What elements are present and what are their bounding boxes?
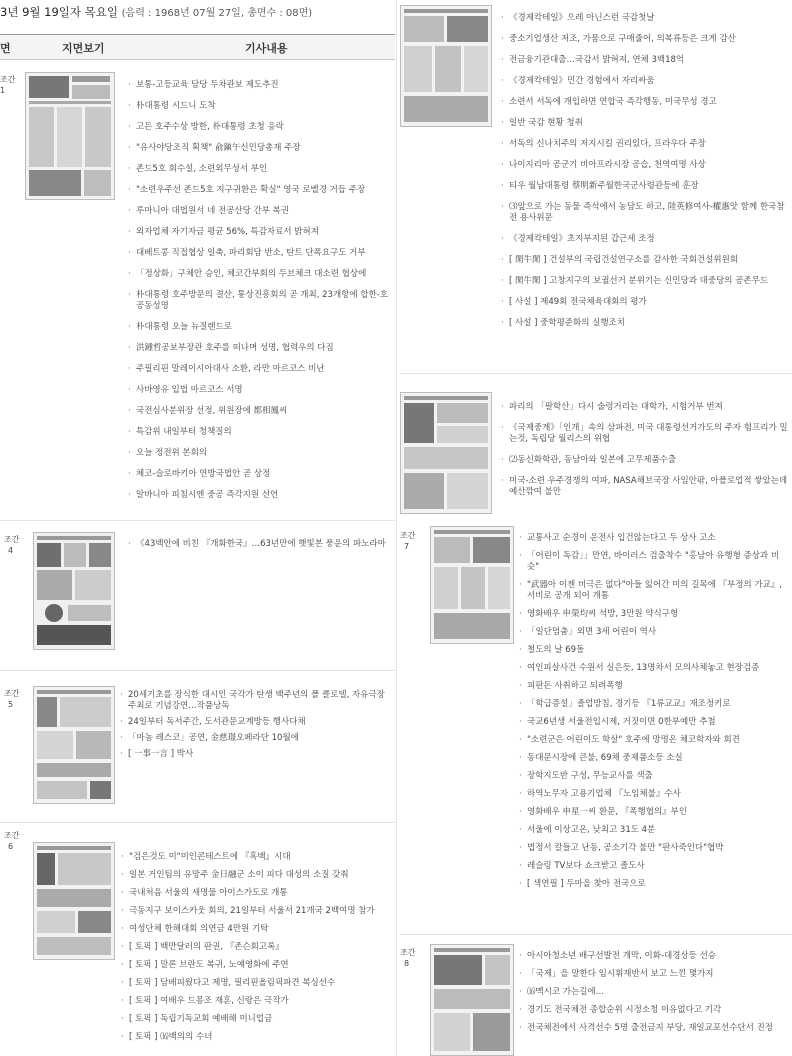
article-link[interactable]: · 소련서 서독에 개입하면 연합국 즉각행동, 미국무성 경고 — [501, 97, 789, 108]
article-link[interactable]: · 일본 거인팀의 유망주 金日融군 소이 피다 대성의 소질 갖춰 — [121, 870, 394, 881]
col-content: 기사내용 — [245, 42, 288, 55]
page-8-label — [400, 947, 415, 969]
article-link[interactable]: · 법정서 칼들고 난동, 공소기각 불만 "판사죽인다"협박 — [519, 843, 789, 854]
article-link[interactable]: · ⑵동신화학관, 동남아와 일본에 고무제품수출 — [501, 455, 789, 466]
page-1-articles — [128, 80, 394, 511]
article-link[interactable]: · [ 閑牛閑 ] 고창지구의 보궐선거 분위기는 신민당과 대중당의 공존무드 — [501, 276, 789, 287]
article-link[interactable]: · 외자업체 자기자금 평균 56%, 특감자료서 밝혀져 — [128, 227, 394, 238]
article-link[interactable]: · 국전심사분위장 선정, 위원장에 都相鳳씨 — [128, 406, 394, 417]
page-1-thumbnail[interactable] — [25, 72, 115, 200]
article-link[interactable]: · 朴대통령 오늘 뉴질랜드로 — [128, 322, 394, 333]
article-link[interactable]: · [ 토픽 ] 여배우 드몽조 재혼, 신랑은 극작가 — [121, 996, 394, 1007]
section-divider — [0, 670, 395, 671]
article-link[interactable]: · 보통-고등교육 담당 두차관보 제도추진 — [128, 80, 394, 91]
article-link[interactable]: · 「마농 레스코」공연, 金慈璟오페라단 10월에 — [120, 733, 394, 744]
article-link[interactable]: · 국교6년생 서울전입시제, 거짓이면 0한부예만 추첨 — [519, 717, 789, 728]
article-link[interactable]: · 경기도 전국체전 종합순위 시정소청 이유없다고 기각 — [519, 1005, 789, 1016]
page-5-thumbnail[interactable] — [33, 686, 115, 804]
article-link[interactable]: · [ 사설 ] 중학평준화의 실행조치 — [501, 318, 789, 329]
article-link[interactable]: · 루마니아 대법원서 네 전공산당 간부 복권 — [128, 206, 394, 217]
section-divider — [0, 520, 395, 521]
article-link[interactable]: · "武器아 이젠 비극은 없다"아들 잃어간 미의 길목에 『부정의 가교』, 서비로 공개 되어 개통 — [519, 580, 789, 602]
article-link[interactable]: · [ 색연필 ] 두마을 찾아 전국으로 — [519, 879, 789, 890]
article-link[interactable]: · 《43백안에 비친 『개화한국』…63년만에 햇빛본 풍운의 파노라마 — [128, 539, 394, 550]
page-5-articles — [120, 690, 394, 765]
article-link[interactable]: · 20세기초를 장식한 대시인 국각가 탄생 백주년의 폴 클로델, 자유극장 주최로 기념강연…작품낭독 — [120, 690, 394, 712]
issue-title — [0, 4, 312, 20]
article-link[interactable]: · 사바영유 입법 마르코스 서명 — [128, 385, 394, 396]
page-num-text: 5 — [8, 700, 14, 709]
article-link[interactable]: · "소련군은 어린이도 학살" 호주에 망명온 체코학자와 회견 — [519, 735, 789, 746]
article-link[interactable]: · 오늘 정전위 본회의 — [128, 448, 394, 459]
page-6-articles — [121, 852, 394, 1050]
article-link[interactable]: · 여인피살사건 수원서 실은듯, 13명차서 모의사체놓고 현장검증 — [519, 663, 789, 674]
issue-meta: (음력 : 1968년 07월 27일, 총면수 : 08면) — [121, 8, 313, 19]
page-3-thumbnail[interactable] — [400, 392, 492, 514]
article-link[interactable]: · 영화배우 申星一씨 환문, 『폭행협의』부인 — [519, 807, 789, 818]
article-link[interactable]: · 파리의 「팔학산」다시 술렁거리는 대학가, 시험거부 번져 — [501, 402, 789, 413]
page-label-text: 조간 — [400, 948, 416, 957]
article-link[interactable]: · 알바니아 피침시엔 중공 즉각지원 선언 — [128, 490, 394, 501]
section-divider — [400, 934, 792, 935]
article-link[interactable]: · 주필리핀 말레이시아대사 소환, 라만 마르코스 비난 — [128, 364, 394, 375]
newspaper-thumb-icon — [431, 945, 513, 1055]
newspaper-thumb-icon — [26, 73, 114, 199]
article-link[interactable]: · 「국제」을 말한다 임시휘재반서 보고 느낀 몇가지 — [519, 969, 789, 980]
article-link[interactable]: · 서독의 신나치주의 저지시킬 권리있다, 프라우다 주장 — [501, 139, 789, 150]
article-link[interactable]: · 전금융기관대출…국감서 밝혀져, 연체 3백18억 — [501, 55, 789, 66]
article-link[interactable]: · 중소기업생산 저조, 가뭄으로 구매줄어, 의복류등은 크게 감산 — [501, 34, 789, 45]
article-link[interactable]: · 국내처음 서울의 새명물 아이스가도로 개통 — [121, 888, 394, 899]
article-link[interactable]: · 24일부터 독서주간, 도서관문교계방등 행사다채 — [120, 717, 394, 728]
article-link[interactable]: · 존드5호 회수설, 소련외무성서 부인 — [128, 164, 394, 175]
article-link[interactable]: · 고든 호주수상 방한, 朴대통령 초청 응락 — [128, 122, 394, 133]
page-4-label — [4, 534, 19, 556]
newspaper-thumb-icon — [34, 687, 114, 803]
article-link[interactable]: · "검은것도 미"미인콘테스트에 『흑백』시대 — [121, 852, 394, 863]
article-link[interactable]: · 대베트콩 직접협상 일축, 파리회담 반소, 탄트 단폭요구도 거부 — [128, 248, 394, 259]
page-label-text: 조간 — [4, 535, 20, 544]
article-link[interactable]: · ⒃멕시코 가는길에… — [519, 987, 789, 998]
article-link[interactable]: · 철도의 날 69돌 — [519, 645, 789, 656]
article-link[interactable]: · 「정상화」구체안 승인, 체코간부회의 두브체크 대소련 협상에 — [128, 269, 394, 280]
article-link[interactable]: · 장학지도반 구성, 무능교사를 색출 — [519, 771, 789, 782]
article-link[interactable]: · ⑶앞으로 가는 동물 즉석에서 농담도 하고, 陸英修여사-權惠앗 함께 한국참전 용사위문 — [501, 202, 789, 224]
article-link[interactable]: · 洪鍾哲공보부장관 호주를 떠나며 성명, 협력우의 다짐 — [128, 343, 394, 354]
newspaper-thumb-icon — [401, 393, 491, 513]
article-link[interactable]: · [ 토픽 ] 말론 브란도 복귀, 노예영화에 주연 — [121, 960, 394, 971]
page-label-text: 조간 — [4, 831, 20, 840]
page-4-thumbnail[interactable] — [33, 532, 115, 650]
article-link[interactable]: · 《경제칵테일》초지부지된 갑근세 조정 — [501, 234, 789, 245]
page-num-text: 4 — [8, 546, 14, 555]
article-link[interactable]: · 서울에 이상고온, 낮최고 31도 4분 — [519, 825, 789, 836]
article-link[interactable]: · 「학급증설」졸업방침, 경기등 『1류교교』재조정키로 — [519, 699, 789, 710]
page-num-text: 1 — [0, 86, 6, 95]
page-num-text: 8 — [404, 959, 410, 968]
col-view: 지면보기 — [62, 42, 105, 55]
page-6-thumbnail[interactable] — [33, 842, 115, 960]
column-divider — [396, 0, 397, 1056]
article-link[interactable]: · [ 토픽 ] 백만달러의 판권, 『존슨회고록』 — [121, 942, 394, 953]
page-label-text: 조간 — [4, 689, 20, 698]
article-link[interactable]: · 「일단멈춤」외면 3세 어린이 역사 — [519, 627, 789, 638]
page-label-text: 조간 — [400, 531, 416, 540]
article-link[interactable]: · 《경제칵테일》으레 아닌스런 국감첫날 — [501, 13, 789, 24]
newspaper-thumb-icon — [401, 6, 491, 126]
page-2-thumbnail[interactable] — [400, 5, 492, 127]
article-link[interactable]: · 朴대통령 호주방문의 결산, 통상진흥회의 곧 개최, 23개항에 합한-호 공동성명 — [128, 290, 394, 312]
column-header — [0, 34, 395, 60]
article-link[interactable]: · 피판돈 사취하고 되려폭행 — [519, 681, 789, 692]
article-link[interactable]: · 티우 월남대통령 蔡明新주월한국군사령관등에 훈장 — [501, 181, 789, 192]
article-link[interactable]: · 여성단체 한해대회 의연금 4만원 기탁 — [121, 924, 394, 935]
article-link[interactable]: · [ 一事一言 ] 박사 — [120, 749, 394, 760]
article-link[interactable]: · [ 토픽 ] 독립기독교회 예배해 미니업금 — [121, 1014, 394, 1025]
page-6-label — [4, 830, 19, 852]
page-num-text: 7 — [404, 542, 410, 551]
article-link[interactable]: · 전국체전에서 사격선수 5명 출전금지 부당, 재일교포선수단서 진정 — [519, 1023, 789, 1034]
page-8-thumbnail[interactable] — [430, 944, 514, 1056]
page-7-articles — [519, 533, 789, 897]
section-divider — [400, 373, 792, 374]
article-link[interactable]: · "유사야당조직 획책" 俞鎭午신민당총재 주장 — [128, 143, 394, 154]
col-page: 면 — [0, 42, 11, 55]
article-link[interactable]: · [ 토픽 ] ⒃백의의 수녀 — [121, 1032, 394, 1043]
article-link[interactable]: · [ 사설 ] 제49회 전국체육대회의 평가 — [501, 297, 789, 308]
section-divider — [0, 822, 395, 823]
newspaper-thumb-icon — [431, 527, 513, 643]
article-link[interactable]: · [ 토픽 ] 담배피웠다고 제명, 필리핀올림픽파견 복싱선수 — [121, 978, 394, 989]
article-link[interactable]: · 아시아청소년 배구선발전 개막, 이화-대경상등 선승 — [519, 951, 789, 962]
article-link[interactable]: · 일반 국감 현황 청취 — [501, 118, 789, 129]
article-link[interactable]: · 《국제중계》「인개」속의 삼파전, 미국 대통령선거가도의 주자 험프리가 밀는것, 독립당 월리스의 위협 — [501, 423, 789, 445]
newspaper-thumb-icon — [34, 843, 114, 959]
page-3-articles — [501, 402, 789, 508]
article-link[interactable]: · [ 閑牛閑 ] 건설부의 국립건설연구소를 감사한 국회건설위원회 — [501, 255, 789, 266]
page-7-label — [400, 530, 415, 552]
article-link[interactable]: · 「어린이 독감」」만연, 바이러스 검출착수 "홍남아 유행형 증상과 비슷" — [519, 551, 789, 573]
article-link[interactable]: · 미국-소련 우주경쟁의 여파, NASA해브국장 사임안팎, 아폴로업적 쌓았는데 예산깎여 불만 — [501, 476, 789, 498]
article-link[interactable]: · 레슬링 TV보다 쇼크받고 졸도사 — [519, 861, 789, 872]
article-link[interactable]: · "소련우주선 존드5호 지구귀환은 확실" 영국 로벨경 거듭 주장 — [128, 185, 394, 196]
article-link[interactable]: · 교통사고 순경이 운전사 입건않는다고 두 상사 고소 — [519, 533, 789, 544]
page-8-articles — [519, 951, 789, 1041]
page-num-text: 6 — [8, 842, 14, 851]
issue-date: 3년 9월 19일자 목요일 — [0, 5, 118, 19]
page-4-articles — [128, 539, 394, 550]
page-1-label — [0, 74, 15, 96]
page-label-text: 조간 — [0, 75, 16, 84]
article-link[interactable]: · 동대문시장에 큰불, 69채 중제품소등 소실 — [519, 753, 789, 764]
article-link[interactable]: · 특감위 내일부터 청책질의 — [128, 427, 394, 438]
article-link[interactable]: · 체코-슬로바키아 연방국법안 곧 상정 — [128, 469, 394, 480]
article-link[interactable]: · 극동지구 보이스카웃 회의, 21일부터 서울서 21개국 2백여명 참가 — [121, 906, 394, 917]
article-link[interactable]: · 《경제칵테일》민간 경험에서 자리싸움 — [501, 76, 789, 87]
page-2-articles — [501, 13, 789, 339]
article-link[interactable]: · 영화배우 申榮均씨 석방, 3만원 약식구형 — [519, 609, 789, 620]
page-5-label — [4, 688, 19, 710]
article-link[interactable]: · 朴대통령 시드니 도착 — [128, 101, 394, 112]
newspaper-thumb-icon — [34, 533, 114, 649]
article-link[interactable]: · 하역노무자 고용기업체 『노임체불』수사 — [519, 789, 789, 800]
page-7-thumbnail[interactable] — [430, 526, 514, 644]
article-link[interactable]: · 나이지리아 공군기 비아프라시장 공습, 천역여명 사상 — [501, 160, 789, 171]
